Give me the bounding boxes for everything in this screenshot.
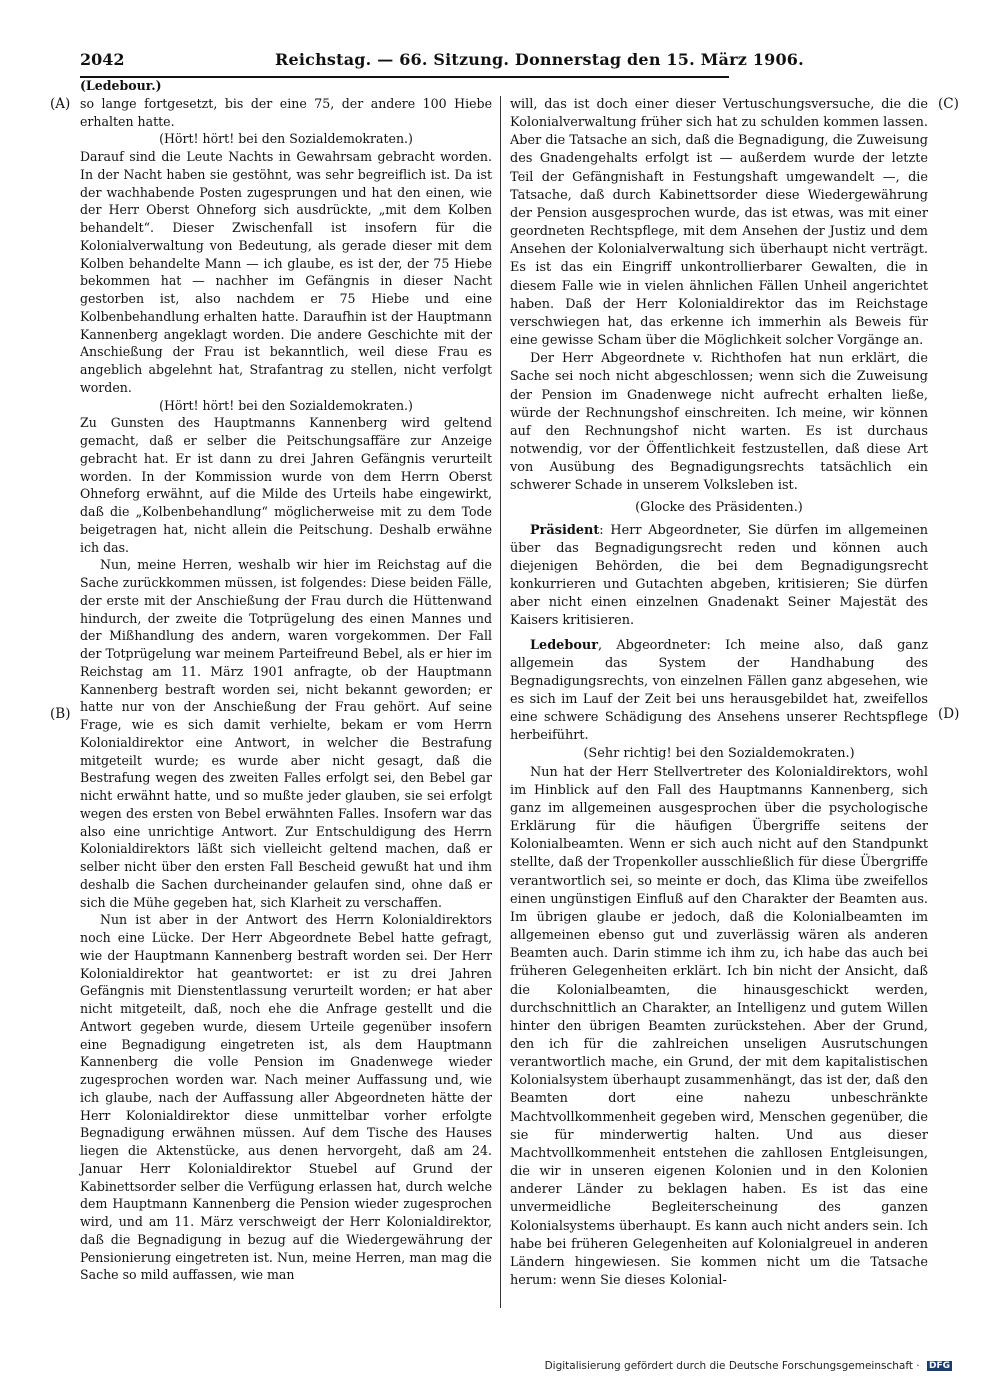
margin-marker-c: (C) xyxy=(938,96,959,112)
left-column xyxy=(80,77,492,1284)
paragraph: Zu Gunsten des Hauptmanns Kannenberg wird geltend gemacht, daß er selber die Peitschungsaffäre zur Anzeige gebracht hat. Er ist dann zu drei Jahren Gefängnis verurteilt worden. In der Kommission wurde von dem Herrn Oberst Ohneforg erwähnt, auf die Milde des Urteils habe eingewirkt, daß die „Kolbenbehandlung“ möglicherweise mit zu dem Tode beigetragen hat, nicht allein die Peitschung. Deshalb erwähne ich das. xyxy=(80,415,492,555)
interjection: (Glocke des Präsidenten.) xyxy=(635,500,803,516)
speaker-tag: (Ledebour.) xyxy=(80,78,162,93)
right-column xyxy=(510,96,928,1290)
dfg-logo: DFG xyxy=(928,1361,950,1371)
page-header xyxy=(80,50,804,74)
margin-marker-d: (D) xyxy=(938,706,960,722)
interjection: (Hört! hört! bei den Sozialdemokraten.) xyxy=(159,131,413,147)
running-title: Reichstag. — 66. Sitzung. Donnerstag den 15. März 1906. xyxy=(275,50,804,69)
footer-credit xyxy=(545,1360,952,1372)
margin-marker-b: (B) xyxy=(50,706,71,722)
president-remark: Präsident: Herr Abgeordneter, Sie dürfen im allgemeinen über das Begnadigungsrecht reden und können auch diejenigen Behörden, die bei dem Begnadigungsrecht konkurrieren und Gutachten abgeben, kritisieren; Sie dürfen aber nicht einen einzelnen Gnadenakt Seiner Majestät des Kaisers kritisieren. xyxy=(510,522,928,629)
interjection: (Sehr richtig! bei den Sozialdemokraten.) xyxy=(583,746,855,762)
footer-text: Digitalisierung gefördert durch die Deutsche Forschungsgemeinschaft · xyxy=(544,1360,920,1372)
paragraph: will, das ist doch einer dieser Vertuschungsversuche, die die Kolonialverwaltung früher sich hat zu schulden kommen lassen. Aber die Tatsache an sich, daß die Begnadigung, die Zuweisung des Gnadengehalts erfolgt ist — außerdem wurde der letzte Teil der Gefängnishaft in Festungshaft umgewandelt —, die Tatsache, daß durch Kabinettsorder diese Wiedergewährung der Pension ausgesprochen wurde, das ist etwas, was mit einer geordneten Rechtspflege, mit dem Ansehen der Justiz und dem Ansehen der Kolonialverwaltung sich überhaupt nicht verträgt. Es ist das ein Eingriff unkontrollierbarer Gewalten, die in diesem Falle wie in vielen ähnlichen Fällen Unheil angerichtet haben. Daß der Herr Kolonialdirektor das im Reichstage verschwiegen hat, das erkenne ich immerhin als Beweis für eine gewisse Scham über die Möglichkeit solcher Vorgänge an. xyxy=(510,97,928,349)
paragraph: Darauf sind die Leute Nachts in Gewahrsam gebracht worden. In der Nacht haben sie gestöhnt, was sehr begreiflich ist. Da ist der wachhabende Posten zugesprungen und hat den einen, wie der Herr Oberst Ohneforg sich ausdrückte, „mit dem Kolben behandelt“. Dieser Zwischenfall ist insofern für die Kolonialverwaltung von Bedeutung, als gerade dieser mit dem Kolben behandelte Mann — ich glaube, es ist der, der 75 Hiebe bekommen hat — nachher im Gefängnis in dieser Nacht gestorben ist, also nachdem er 75 Hiebe und eine Kolbenbehandlung erhalten hatte. Daraufhin ist der Hauptmann Kannenberg angeklagt worden. Die andere Geschichte mit der Anschießung der Frau ist bekanntlich, weil diese Frau es angeblich abgelehnt hat, Strafantrag zu stellen, nicht verfolgt worden. xyxy=(80,149,492,395)
column-divider xyxy=(500,96,501,1308)
page-number: 2042 xyxy=(80,50,125,69)
paragraph: Nun, meine Herren, weshalb wir hier im Reichstag auf die Sache zurückkommen müssen, ist folgendes: Diese beiden Fälle, der erste mit der Anschießung der Frau durch die Hüttenwand hindurch, der zweite die Totprügelung des einen Mannes und der Mißhandlung des andern, waren vorgekommen. Der Fall der Totprügelung war meinem Parteifreund Bebel, als er hier im Reichstag am 11. März 1901 anfragte, ob der Hauptmann Kannenberg bestraft worden sei, nicht bekannt geworden; er hatte nur von der Anschießung der Frau gehört. Auf seine Frage, wie es sich damit verhielte, bekam er vom Herrn Kolonialdirektor eine Antwort, in welcher die Bestrafung mitgeteilt wurde; es wurde aber nicht gesagt, daß die Bestrafung wegen des zweiten Falles erfolgt sei, den Bebel gar nicht erwähnt hatte, und so mußte jeder glauben, sie sei erfolgt wegen des ersten von Bebel erwähnten Falles. Insofern war das also eine unrichtige Antwort. Zur Entschuldigung des Herrn Kolonialdirektors läßt sich vielleicht geltend machen, daß er selber nicht über den ersten Fall Bescheid gewußt hat und ihm deshalb die Sachen durcheinander gelaufen sind, ohne daß er sich die Mühe gegeben hat, sich Klarheit zu verschaffen. xyxy=(80,557,492,910)
speaker-name: Präsident xyxy=(530,522,600,538)
speaker-paragraph: Ledebour, Abgeordneter: Ich meine also, daß ganz allgemein das System der Handhabung des Begnadigungsrechts, von einzelnen Fällen ganz abgesehen, wie es sich im Lauf der Zeit bei uns herausgebildet hat, zweifellos eine schwere Schädigung des Ansehens unserer Rechtspflege herbeiführt. xyxy=(510,637,928,744)
interjection: (Hört! hört! bei den Sozialdemokraten.) xyxy=(159,397,413,413)
speaker-name: Ledebour xyxy=(530,637,599,653)
margin-marker-a: (A) xyxy=(50,96,71,112)
paragraph: Nun ist aber in der Antwort des Herrn Kolonialdirektors noch eine Lücke. Der Herr Abgeordnete Bebel hatte gefragt, wie der Hauptmann Kannenberg bestraft worden sei. Der Herr Kolonialdirektor hat geantwortet: er ist zu drei Jahren Gefängnis mit Dienstentlassung verurteilt worden; er hat aber nicht mitgeteilt, daß, noch ehe die Anfrage gestellt und die Antwort gegeben wurde, diesem Urteile gegenüber insofern eine Begnadigung eingetreten ist, als dem Hauptmann Kannenberg die volle Pension im Gnadenwege wieder zugesprochen worden war. Nach meiner Auffassung und, wie ich glaube, nach der Auffassung aller Abgeordneten hätte der Herr Kolonialdirektor diese unmittelbar vorher erfolgte Begnadigung erwähnen müssen. Auf dem Tische des Hauses liegen die Aktenstücke, aus denen hervorgeht, daß am 24. Januar Herr Kolonialdirektor Stuebel auf Grund der Kabinettsorder selber die Verfügung erlassen hat, durch welche dem Hauptmann Kannenberg die Pension wieder zugesprochen wird, und am 11. März verschweigt der Herr Kolonialdirektor, daß die Begnadigung in bezug auf die Wiedergewährung der Pensionierung eingetreten ist. Nun, meine Herren, man mag die Sache so mild auffassen, wie man xyxy=(80,912,492,1283)
paragraph: Der Herr Abgeordnete v. Richthofen hat nun erklärt, die Sache sei noch nicht abgeschlossen; wenn sich die Zuweisung der Pension im Gnadenwege nicht aufrecht erhalten ließe, würde der Rechnungshof einschreiten. Ich meine, wir können auf den Rechnungshof nicht warten. Es ist durchaus notwendig, vor der Öffentlichkeit festzustellen, daß diese Art von Ausübung des Begnadigungsrechts tatsächlich ein schwerer Schade in unserem Volksleben ist. xyxy=(510,351,928,494)
paragraph: Nun hat der Herr Stellvertreter des Kolonialdirektors, wohl im Hinblick auf den Fall des Hauptmanns Kannenberg, sich ganz im allgemeinen ausgesprochen über die psychologische Erklärung für die häufigen Übergriffe seitens der Kolonialbeamten. Wenn er sich auch nicht auf den Standpunkt stellte, daß der Tropenkoller ausschließlich für diese Übergriffe verantwortlich sei, so meinte er doch, das Klima übe zweifellos einen ungünstigen Einfluß auf den Charakter der Beamten aus. Im übrigen glaube er jedoch, daß die Kolonialbeamten im allgemeinen ebenso gut und zuverlässig wären als anderen Beamten auch. Darin stimme ich ihm zu, ich habe das auch bei früheren Gelegenheiten erklärt. Ich bin nicht der Ansicht, daß die Kolonialbeamten, die hinausgeschickt werden, durchschnittlich an Charakter, an Intelligenz und gutem Willen hinter den übrigen Beamten zurückstehen. Aber der Grund, den ich für die zahlreichen unseligen Ausrutschungen verantwortlich mache, ein Grund, der mit dem kapitalistischen Kolonialsystem überhaupt zusammenhängt, das ist der, daß den Beamten dort eine nahezu unbeschränkte Machtvollkommenheit gegeben wird, Menschen gegenüber, die sie für minderwertig halten. Und aus dieser Machtvollkommenheit entstehen die zahllosen Entgleisungen, die wir in unseren eigenen Kolonien und in den Kolonien anderer Länder zu beklagen haben. Es ist das eine unvermeidliche Begleiterscheinung des ganzen Kolonialsystems überhaupt. Es kann auch nicht anders sein. Ich habe bei früheren Gelegenheiten auf Kolonialgreuel in anderen Ländern hingewiesen. Sie kommen nicht um die Tatsache herum: wenn Sie dieses Kolonial- xyxy=(510,764,928,1288)
paragraph: so lange fortgesetzt, bis der eine 75, der andere 100 Hiebe erhalten hatte. xyxy=(80,95,492,129)
